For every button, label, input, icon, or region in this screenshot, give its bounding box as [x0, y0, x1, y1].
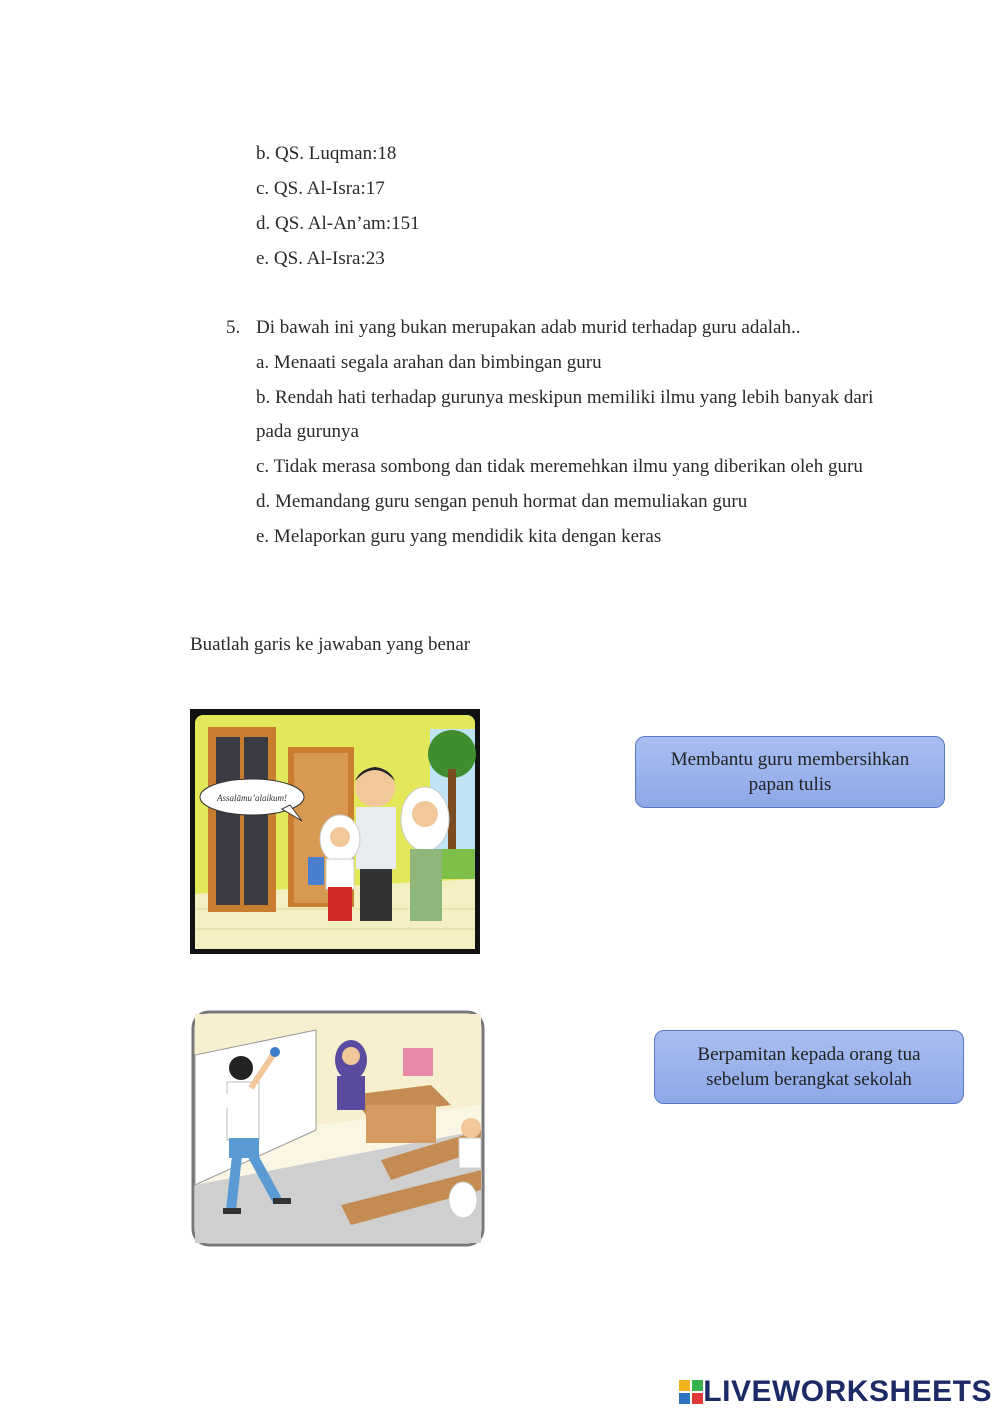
speech-text: Assalāmu’alaikum! — [217, 793, 287, 803]
q5-option-a: a. Menaati segala arahan dan bimbingan guru — [256, 352, 602, 373]
q5-option-e: e. Melaporkan guru yang mendidik kita dengan keras — [256, 526, 662, 547]
answer-box-2[interactable] — [654, 1030, 964, 1104]
answer-1-line1: Membantu guru membersihkan — [670, 749, 910, 770]
answer-box-1[interactable] — [635, 736, 945, 808]
answer-1-line2: papan tulis — [748, 774, 832, 795]
question-number: 5. — [226, 317, 241, 338]
option-e: e. QS. Al-Isra:23 — [256, 248, 385, 269]
greeting-illustration — [190, 709, 480, 954]
option-d: d. QS. Al-An’am:151 — [256, 213, 420, 234]
option-b: b. QS. Luqman:18 — [256, 143, 397, 164]
liveworksheets-logo — [679, 1375, 992, 1409]
option-c: c. QS. Al-Isra:17 — [256, 178, 385, 199]
greeting-scene-svg — [190, 709, 480, 954]
matching-instruction: Buatlah garis ke jawaban yang benar — [190, 634, 471, 655]
classroom-scene-svg — [191, 1010, 485, 1247]
q5-option-d: d. Memandang guru sengan penuh hormat dan memuliakan guru — [256, 491, 748, 512]
q5-option-b-cont: pada gurunya — [256, 421, 359, 442]
q5-option-c: c. Tidak merasa sombong dan tidak meremehkan ilmu yang diberikan oleh guru — [256, 456, 863, 477]
question-text: Di bawah ini yang bukan merupakan adab murid terhadap guru adalah.. — [256, 317, 801, 338]
answer-2-line1: Berpamitan kepada orang tua — [697, 1044, 921, 1065]
answer-2-line2: sebelum berangkat sekolah — [706, 1069, 912, 1090]
logo-text: LIVEWORKSHEETS — [703, 1375, 992, 1408]
logo-icon — [679, 1380, 703, 1404]
classroom-illustration — [191, 1010, 485, 1247]
q5-option-b: b. Rendah hati terhadap gurunya meskipun memiliki ilmu yang lebih banyak dari — [256, 387, 874, 408]
